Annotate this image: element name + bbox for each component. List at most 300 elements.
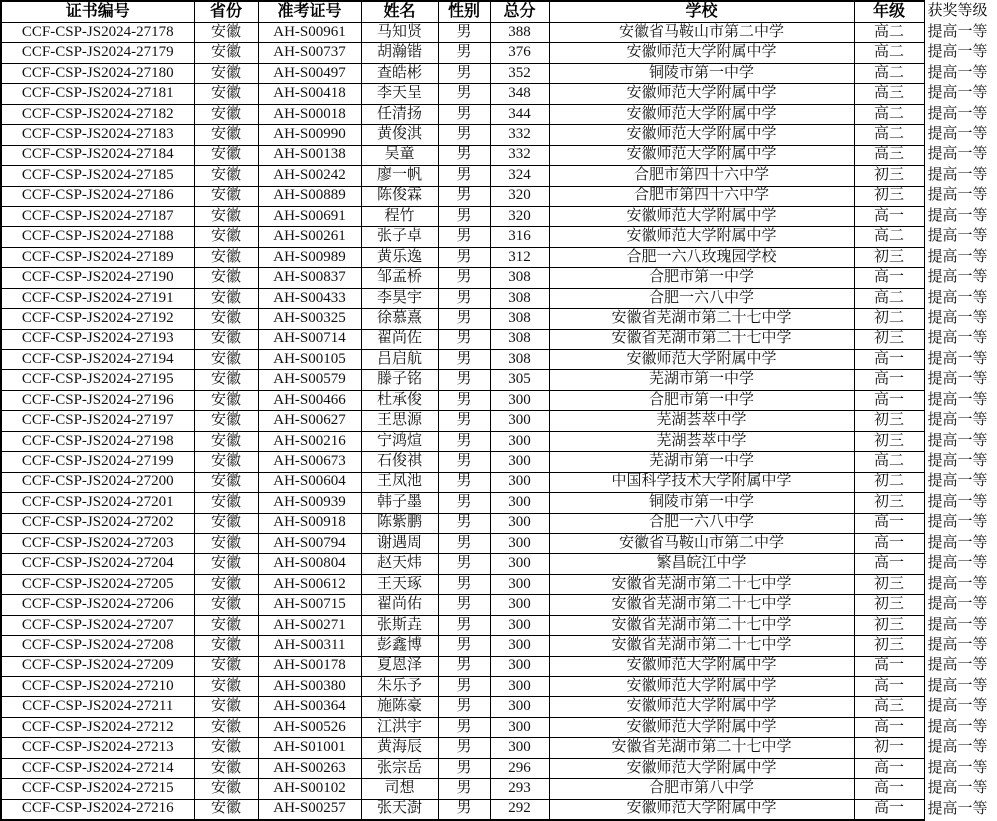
cell-award: 提高一等 <box>924 411 997 431</box>
cell-score: 300 <box>490 656 549 676</box>
cell-exam-id: AH-S00466 <box>258 390 361 410</box>
cell-award: 提高一等 <box>924 166 997 186</box>
cell-province: 安徽 <box>194 452 258 472</box>
col-header-exam-id: 准考证号 <box>258 1 361 23</box>
cell-exam-id: AH-S00261 <box>258 227 361 247</box>
cell-award: 提高一等 <box>924 247 997 267</box>
cell-award: 提高一等 <box>924 493 997 513</box>
cell-school: 合肥一六八中学 <box>549 288 854 308</box>
cell-school: 合肥市第八中学 <box>549 779 854 799</box>
cell-award: 提高一等 <box>924 799 997 820</box>
table-row <box>1 186 997 206</box>
cell-exam-id: AH-S00216 <box>258 431 361 451</box>
cell-score: 388 <box>490 23 549 43</box>
cell-school: 繁昌皖江中学 <box>549 554 854 574</box>
cell-exam-id: AH-S00311 <box>258 636 361 656</box>
cell-school: 合肥市第一中学 <box>549 268 854 288</box>
table-row <box>1 431 997 451</box>
cell-grade: 高一 <box>854 390 924 410</box>
cell-province: 安徽 <box>194 329 258 349</box>
cell-exam-id: AH-S00837 <box>258 268 361 288</box>
cell-award: 提高一等 <box>924 329 997 349</box>
cell-gender: 男 <box>438 411 490 431</box>
cell-name: 吕启航 <box>361 350 438 370</box>
cell-school: 安徽师范大学附属中学 <box>549 43 854 63</box>
cell-score: 292 <box>490 799 549 820</box>
table-row <box>1 799 997 820</box>
cell-certificate-id: CCF-CSP-JS2024-27189 <box>1 247 194 267</box>
cell-grade: 高二 <box>854 104 924 124</box>
cell-name: 廖一帆 <box>361 166 438 186</box>
cell-school: 安徽师范大学附属中学 <box>549 717 854 737</box>
cell-certificate-id: CCF-CSP-JS2024-27215 <box>1 779 194 799</box>
cell-score: 300 <box>490 533 549 553</box>
cell-award: 提高一等 <box>924 636 997 656</box>
cell-score: 320 <box>490 186 549 206</box>
cell-school: 合肥一六八玫瑰园学校 <box>549 247 854 267</box>
cell-award: 提高一等 <box>924 697 997 717</box>
cell-certificate-id: CCF-CSP-JS2024-27201 <box>1 493 194 513</box>
cell-grade: 高二 <box>854 43 924 63</box>
cell-province: 安徽 <box>194 268 258 288</box>
cell-name: 黄俊淇 <box>361 125 438 145</box>
cell-gender: 男 <box>438 63 490 83</box>
cell-name: 施陈豪 <box>361 697 438 717</box>
table-row <box>1 554 997 574</box>
cell-province: 安徽 <box>194 513 258 533</box>
cell-school: 安徽师范大学附属中学 <box>549 125 854 145</box>
cell-exam-id: AH-S00418 <box>258 84 361 104</box>
table-row <box>1 779 997 799</box>
cell-exam-id: AH-S00673 <box>258 452 361 472</box>
cell-exam-id: AH-S00990 <box>258 125 361 145</box>
cell-province: 安徽 <box>194 738 258 758</box>
cell-exam-id: AH-S00018 <box>258 104 361 124</box>
cell-score: 300 <box>490 554 549 574</box>
cell-school: 安徽省芜湖市第二十七中学 <box>549 329 854 349</box>
cell-province: 安徽 <box>194 656 258 676</box>
cell-province: 安徽 <box>194 288 258 308</box>
cell-grade: 初二 <box>854 309 924 329</box>
cell-school: 安徽师范大学附属中学 <box>549 104 854 124</box>
cell-exam-id: AH-S00263 <box>258 758 361 778</box>
cell-name: 王天琢 <box>361 574 438 594</box>
table-row <box>1 43 997 63</box>
cell-gender: 男 <box>438 125 490 145</box>
cell-grade: 初三 <box>854 166 924 186</box>
cell-province: 安徽 <box>194 125 258 145</box>
cell-score: 300 <box>490 431 549 451</box>
cell-grade: 初二 <box>854 472 924 492</box>
col-header-school: 学校 <box>549 1 854 23</box>
cell-school: 安徽省芜湖市第二十七中学 <box>549 595 854 615</box>
cell-province: 安徽 <box>194 636 258 656</box>
cell-score: 308 <box>490 268 549 288</box>
cell-exam-id: AH-S00989 <box>258 247 361 267</box>
cell-name: 马知贤 <box>361 23 438 43</box>
table-row <box>1 636 997 656</box>
cell-school: 安徽省芜湖市第二十七中学 <box>549 636 854 656</box>
cell-school: 安徽师范大学附属中学 <box>549 227 854 247</box>
cell-school: 安徽省马鞍山市第二中学 <box>549 533 854 553</box>
cell-school: 合肥市第四十六中学 <box>549 166 854 186</box>
cell-province: 安徽 <box>194 43 258 63</box>
cell-province: 安徽 <box>194 166 258 186</box>
cell-exam-id: AH-S00691 <box>258 206 361 226</box>
cell-gender: 男 <box>438 309 490 329</box>
cell-name: 赵天炜 <box>361 554 438 574</box>
cell-award: 提高一等 <box>924 227 997 247</box>
cell-score: 300 <box>490 411 549 431</box>
cell-province: 安徽 <box>194 247 258 267</box>
cell-grade: 高二 <box>854 227 924 247</box>
cell-score: 300 <box>490 390 549 410</box>
cell-certificate-id: CCF-CSP-JS2024-27211 <box>1 697 194 717</box>
cell-name: 黄乐逸 <box>361 247 438 267</box>
cell-award: 提高一等 <box>924 431 997 451</box>
cell-name: 胡瀚锴 <box>361 43 438 63</box>
table-row <box>1 63 997 83</box>
cell-province: 安徽 <box>194 63 258 83</box>
cell-gender: 男 <box>438 288 490 308</box>
cell-grade: 高一 <box>854 554 924 574</box>
cell-gender: 男 <box>438 779 490 799</box>
table-row <box>1 125 997 145</box>
cell-award: 提高一等 <box>924 23 997 43</box>
cell-province: 安徽 <box>194 370 258 390</box>
cell-score: 308 <box>490 350 549 370</box>
cell-exam-id: AH-S00889 <box>258 186 361 206</box>
cell-grade: 高三 <box>854 697 924 717</box>
cell-name: 韩子墨 <box>361 493 438 513</box>
cell-school: 安徽省芜湖市第二十七中学 <box>549 615 854 635</box>
cell-grade: 高一 <box>854 779 924 799</box>
cell-award: 提高一等 <box>924 268 997 288</box>
cell-award: 提高一等 <box>924 574 997 594</box>
cell-exam-id: AH-S00961 <box>258 23 361 43</box>
cell-certificate-id: CCF-CSP-JS2024-27203 <box>1 533 194 553</box>
cell-gender: 男 <box>438 533 490 553</box>
cell-gender: 男 <box>438 247 490 267</box>
cell-province: 安徽 <box>194 779 258 799</box>
cell-school: 安徽省芜湖市第二十七中学 <box>549 309 854 329</box>
cell-score: 300 <box>490 677 549 697</box>
cell-gender: 男 <box>438 636 490 656</box>
cell-gender: 男 <box>438 615 490 635</box>
cell-grade: 高一 <box>854 513 924 533</box>
cell-certificate-id: CCF-CSP-JS2024-27192 <box>1 309 194 329</box>
table-row <box>1 472 997 492</box>
cell-province: 安徽 <box>194 615 258 635</box>
table-row <box>1 104 997 124</box>
cell-name: 宁鸿煊 <box>361 431 438 451</box>
cell-certificate-id: CCF-CSP-JS2024-27198 <box>1 431 194 451</box>
cell-certificate-id: CCF-CSP-JS2024-27186 <box>1 186 194 206</box>
cell-gender: 男 <box>438 104 490 124</box>
cell-name: 查皓彬 <box>361 63 438 83</box>
cell-award: 提高一等 <box>924 758 997 778</box>
cell-exam-id: AH-S00604 <box>258 472 361 492</box>
cell-certificate-id: CCF-CSP-JS2024-27193 <box>1 329 194 349</box>
cell-grade: 高一 <box>854 758 924 778</box>
cell-province: 安徽 <box>194 84 258 104</box>
cell-province: 安徽 <box>194 390 258 410</box>
col-header-gender: 性别 <box>438 1 490 23</box>
cell-name: 陈紫鹏 <box>361 513 438 533</box>
cell-school: 安徽师范大学附属中学 <box>549 206 854 226</box>
col-header-province: 省份 <box>194 1 258 23</box>
cell-certificate-id: CCF-CSP-JS2024-27181 <box>1 84 194 104</box>
cell-province: 安徽 <box>194 309 258 329</box>
cell-award: 提高一等 <box>924 206 997 226</box>
table-row <box>1 206 997 226</box>
cell-exam-id: AH-S00380 <box>258 677 361 697</box>
cell-grade: 高一 <box>854 533 924 553</box>
table-row <box>1 411 997 431</box>
cell-school: 安徽师范大学附属中学 <box>549 145 854 165</box>
cell-gender: 男 <box>438 554 490 574</box>
cell-score: 300 <box>490 472 549 492</box>
table-row <box>1 268 997 288</box>
table-row <box>1 656 997 676</box>
table-row <box>1 493 997 513</box>
cell-province: 安徽 <box>194 758 258 778</box>
table-row <box>1 574 997 594</box>
cell-school: 安徽省马鞍山市第二中学 <box>549 23 854 43</box>
cell-award: 提高一等 <box>924 288 997 308</box>
cell-name: 翟尚佐 <box>361 329 438 349</box>
cell-award: 提高一等 <box>924 513 997 533</box>
cell-school: 芜湖荟萃中学 <box>549 431 854 451</box>
cell-exam-id: AH-S00612 <box>258 574 361 594</box>
cell-gender: 男 <box>438 370 490 390</box>
cell-school: 合肥一六八中学 <box>549 513 854 533</box>
cell-exam-id: AH-S00242 <box>258 166 361 186</box>
cell-certificate-id: CCF-CSP-JS2024-27205 <box>1 574 194 594</box>
cell-name: 翟尚佑 <box>361 595 438 615</box>
table-row <box>1 329 997 349</box>
cell-certificate-id: CCF-CSP-JS2024-27196 <box>1 390 194 410</box>
cell-province: 安徽 <box>194 493 258 513</box>
cell-exam-id: AH-S00138 <box>258 145 361 165</box>
cell-name: 杜承俊 <box>361 390 438 410</box>
cell-score: 300 <box>490 615 549 635</box>
cell-province: 安徽 <box>194 799 258 820</box>
cell-award: 提高一等 <box>924 186 997 206</box>
cell-award: 提高一等 <box>924 717 997 737</box>
cell-gender: 男 <box>438 595 490 615</box>
cell-certificate-id: CCF-CSP-JS2024-27212 <box>1 717 194 737</box>
cell-name: 彭鑫博 <box>361 636 438 656</box>
cell-certificate-id: CCF-CSP-JS2024-27199 <box>1 452 194 472</box>
cell-grade: 高一 <box>854 370 924 390</box>
cell-certificate-id: CCF-CSP-JS2024-27187 <box>1 206 194 226</box>
cell-province: 安徽 <box>194 533 258 553</box>
col-header-name: 姓名 <box>361 1 438 23</box>
cell-certificate-id: CCF-CSP-JS2024-27185 <box>1 166 194 186</box>
cell-name: 石俊祺 <box>361 452 438 472</box>
cell-gender: 男 <box>438 390 490 410</box>
cell-award: 提高一等 <box>924 104 997 124</box>
cell-grade: 初三 <box>854 247 924 267</box>
cell-name: 夏恩泽 <box>361 656 438 676</box>
cell-school: 安徽师范大学附属中学 <box>549 84 854 104</box>
cell-gender: 男 <box>438 452 490 472</box>
cell-school: 安徽师范大学附属中学 <box>549 656 854 676</box>
cell-name: 徐慕熹 <box>361 309 438 329</box>
cell-score: 312 <box>490 247 549 267</box>
cell-exam-id: AH-S00257 <box>258 799 361 820</box>
cell-name: 王凤池 <box>361 472 438 492</box>
cell-award: 提高一等 <box>924 63 997 83</box>
cell-school: 安徽师范大学附属中学 <box>549 677 854 697</box>
cell-exam-id: AH-S00579 <box>258 370 361 390</box>
cell-certificate-id: CCF-CSP-JS2024-27200 <box>1 472 194 492</box>
cell-school: 中国科学技术大学附属中学 <box>549 472 854 492</box>
table-row <box>1 452 997 472</box>
cell-certificate-id: CCF-CSP-JS2024-27180 <box>1 63 194 83</box>
cell-score: 308 <box>490 329 549 349</box>
table-row <box>1 350 997 370</box>
cell-score: 376 <box>490 43 549 63</box>
cell-grade: 高一 <box>854 677 924 697</box>
cell-score: 308 <box>490 309 549 329</box>
col-header-grade: 年级 <box>854 1 924 23</box>
cell-exam-id: AH-S00627 <box>258 411 361 431</box>
cell-score: 305 <box>490 370 549 390</box>
cell-name: 邹孟桥 <box>361 268 438 288</box>
cell-province: 安徽 <box>194 554 258 574</box>
cell-name: 滕子铭 <box>361 370 438 390</box>
cell-award: 提高一等 <box>924 43 997 63</box>
cell-certificate-id: CCF-CSP-JS2024-27208 <box>1 636 194 656</box>
cell-score: 300 <box>490 574 549 594</box>
cell-score: 300 <box>490 452 549 472</box>
cell-grade: 高二 <box>854 23 924 43</box>
table-row <box>1 717 997 737</box>
cell-grade: 初三 <box>854 636 924 656</box>
cell-certificate-id: CCF-CSP-JS2024-27206 <box>1 595 194 615</box>
table-row <box>1 166 997 186</box>
col-header-certificate-id: 证书编号 <box>1 1 194 23</box>
cell-name: 黄海辰 <box>361 738 438 758</box>
cell-gender: 男 <box>438 574 490 594</box>
table-row <box>1 677 997 697</box>
cell-province: 安徽 <box>194 717 258 737</box>
cell-award: 提高一等 <box>924 309 997 329</box>
cell-gender: 男 <box>438 227 490 247</box>
cell-name: 张斯垚 <box>361 615 438 635</box>
cell-certificate-id: CCF-CSP-JS2024-27188 <box>1 227 194 247</box>
cell-province: 安徽 <box>194 23 258 43</box>
cell-gender: 男 <box>438 186 490 206</box>
cell-province: 安徽 <box>194 186 258 206</box>
cell-province: 安徽 <box>194 227 258 247</box>
cell-certificate-id: CCF-CSP-JS2024-27184 <box>1 145 194 165</box>
cell-gender: 男 <box>438 145 490 165</box>
cell-name: 张子卓 <box>361 227 438 247</box>
cell-gender: 男 <box>438 717 490 737</box>
cell-certificate-id: CCF-CSP-JS2024-27194 <box>1 350 194 370</box>
cell-name: 江洪宇 <box>361 717 438 737</box>
cell-grade: 初三 <box>854 493 924 513</box>
table-row <box>1 533 997 553</box>
cell-award: 提高一等 <box>924 779 997 799</box>
col-header-award: 获奖等级 <box>924 1 997 23</box>
cell-province: 安徽 <box>194 697 258 717</box>
cell-province: 安徽 <box>194 472 258 492</box>
cell-award: 提高一等 <box>924 370 997 390</box>
cell-certificate-id: CCF-CSP-JS2024-27209 <box>1 656 194 676</box>
table-row <box>1 23 997 43</box>
cell-score: 300 <box>490 717 549 737</box>
cell-name: 司想 <box>361 779 438 799</box>
cell-score: 300 <box>490 697 549 717</box>
cell-school: 安徽师范大学附属中学 <box>549 799 854 820</box>
col-header-score: 总分 <box>490 1 549 23</box>
cell-grade: 高二 <box>854 288 924 308</box>
cell-gender: 男 <box>438 493 490 513</box>
cell-province: 安徽 <box>194 595 258 615</box>
cell-grade: 初三 <box>854 595 924 615</box>
cell-name: 王思源 <box>361 411 438 431</box>
cell-name: 任清扬 <box>361 104 438 124</box>
cell-score: 293 <box>490 779 549 799</box>
cell-grade: 高二 <box>854 63 924 83</box>
cell-gender: 男 <box>438 431 490 451</box>
cell-certificate-id: CCF-CSP-JS2024-27216 <box>1 799 194 820</box>
cell-exam-id: AH-S00271 <box>258 615 361 635</box>
cell-exam-id: AH-S00325 <box>258 309 361 329</box>
cell-award: 提高一等 <box>924 390 997 410</box>
cell-gender: 男 <box>438 268 490 288</box>
cell-certificate-id: CCF-CSP-JS2024-27178 <box>1 23 194 43</box>
cell-exam-id: AH-S00497 <box>258 63 361 83</box>
cell-grade: 高二 <box>854 125 924 145</box>
cell-certificate-id: CCF-CSP-JS2024-27204 <box>1 554 194 574</box>
cell-score: 332 <box>490 145 549 165</box>
cell-grade: 高三 <box>854 84 924 104</box>
cell-certificate-id: CCF-CSP-JS2024-27179 <box>1 43 194 63</box>
cell-name: 李天呈 <box>361 84 438 104</box>
cell-school: 铜陵市第一中学 <box>549 493 854 513</box>
cell-award: 提高一等 <box>924 615 997 635</box>
cell-award: 提高一等 <box>924 350 997 370</box>
cell-gender: 男 <box>438 697 490 717</box>
table-row <box>1 370 997 390</box>
cell-province: 安徽 <box>194 677 258 697</box>
cell-name: 程竹 <box>361 206 438 226</box>
cell-grade: 高一 <box>854 656 924 676</box>
cell-school: 安徽师范大学附属中学 <box>549 350 854 370</box>
cell-exam-id: AH-S00102 <box>258 779 361 799</box>
table-row <box>1 758 997 778</box>
cell-name: 李昊宇 <box>361 288 438 308</box>
cell-grade: 初三 <box>854 431 924 451</box>
cell-award: 提高一等 <box>924 656 997 676</box>
cell-school: 铜陵市第一中学 <box>549 63 854 83</box>
cell-exam-id: AH-S00794 <box>258 533 361 553</box>
cell-gender: 男 <box>438 43 490 63</box>
table-row <box>1 247 997 267</box>
cell-gender: 男 <box>438 656 490 676</box>
cell-award: 提高一等 <box>924 472 997 492</box>
cell-certificate-id: CCF-CSP-JS2024-27191 <box>1 288 194 308</box>
cell-exam-id: AH-S00804 <box>258 554 361 574</box>
cell-certificate-id: CCF-CSP-JS2024-27207 <box>1 615 194 635</box>
cell-grade: 高一 <box>854 206 924 226</box>
cell-province: 安徽 <box>194 206 258 226</box>
